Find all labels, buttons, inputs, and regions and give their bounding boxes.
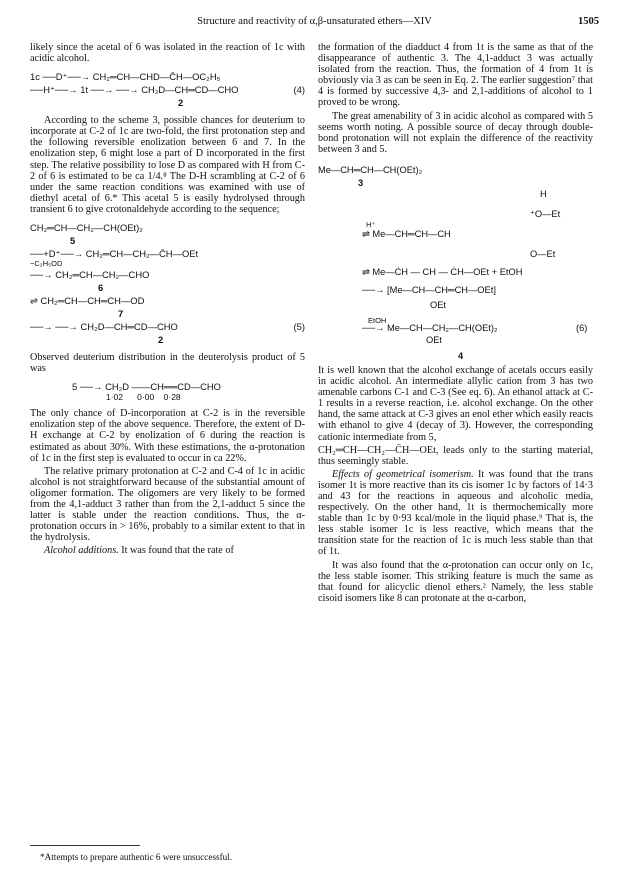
equation-line: ──+D⁺──→ CH₂═CH—CH₂—C̄H—OEt bbox=[30, 248, 199, 260]
compound-number: 2 bbox=[158, 334, 164, 346]
compound-number: 3 bbox=[358, 177, 364, 188]
equation-line: 1c ──D⁺──→ CH₂═CH—CHD—C̄H—OC₂H₅ bbox=[30, 71, 221, 83]
paragraph: The relative primary protonation at C-2 and C-4 of 1c in acidic alcohol is not straightforward because of the substantial amount of oligomer formation. The oligomers are very likely to be formed from the 4,1-adduct 3 rather than from the 2,1-adduct 5 since the latter is stable under the reaction conditions. Thus, the α-protonation occurs in > 16%, probably to a similar extent to that in the hydrolysis. bbox=[30, 465, 305, 544]
reagent-label: H⁺ bbox=[366, 219, 376, 229]
section-heading: Effects of geometrical isomerism. bbox=[332, 468, 474, 480]
structure-atom: OEt bbox=[430, 299, 447, 310]
equation-line: 5 ──→ CH₂D ——CH══CD—CHO bbox=[72, 381, 221, 393]
distribution bbox=[30, 380, 305, 402]
paragraph-text: It was found that the trans isomer 1t is more reactive than its cis isomer 1c by factors of 14·3 and 43 for the reactions in aqueous and alcoholic media, respectively. On the other hand, 1t is thermochemically more stable than 1c by 0·93 kcal/mole in the liquid phase.⁹ That is, the less stable isomer 1c is less reactive, which means that the transition state for the reaction of 1c is much less stable than that of 1t. bbox=[318, 468, 593, 558]
compound-number: 4 bbox=[458, 350, 464, 361]
compound-number: 5 bbox=[70, 235, 76, 247]
equation-line: CH₂═CH—CH₂—CH(OEt)₂ bbox=[30, 222, 143, 234]
right-column bbox=[318, 42, 593, 606]
footnote-divider bbox=[30, 845, 140, 846]
paragraph: the formation of the diadduct 4 from 1t is the same as that of the disappearance of authentic 3. The 4,1-adduct 3 was actually isolated from the reaction. Thus, the formation of 4 from 1t is obviously via 3 as can be seen in Eq. 2. The earlier suggestion⁷ that 4 is formed by successive 4,3- and 2,1-additions of alcohol to 1 proved to be wrong. bbox=[318, 42, 593, 109]
running-header bbox=[30, 16, 599, 32]
structure-atom: OEt bbox=[426, 334, 443, 345]
distribution-values: 1·02 0·00 0·28 bbox=[106, 392, 181, 403]
footnote: *Attempts to prepare authentic 6 were unsuccessful. bbox=[40, 852, 233, 862]
equation-line: ──H⁺──→ 1t ──→ ──→ CH₂D—CH═CD—CHO bbox=[30, 84, 239, 96]
equation-line: ⇌ CH₂═CH—CH═CH—OD bbox=[30, 295, 145, 307]
equation-line: ──→ [Me—CH—CH═CH—OEt] bbox=[362, 284, 496, 295]
equation-4 bbox=[30, 70, 305, 109]
paragraph bbox=[318, 469, 593, 558]
compound-number: 7 bbox=[118, 308, 124, 320]
left-column bbox=[30, 42, 305, 558]
equation-line: ──→ Me—CH—CH₂—CH(OEt)₂ bbox=[362, 322, 498, 333]
paragraph: likely since the acetal of 6 was isolated in the reaction of 1c with acidic alcohol. bbox=[30, 42, 305, 65]
paragraph: The only chance of D-incorporation at C-2 is in the reversible enolization step of the above sequence. Therefore, the extent of D-H exchange at C-2 by enolization of 6 during the reaction is estimated as about 30%. With these estimations, the α-protonation of 1c in the first step is evaluated to occur in ca 22%. bbox=[30, 408, 305, 464]
structure-atom: H bbox=[540, 188, 547, 199]
scheme-6 bbox=[318, 157, 593, 335]
equation-label: (4) bbox=[293, 84, 305, 96]
paragraph bbox=[30, 545, 305, 556]
compound-number: 6 bbox=[98, 282, 104, 294]
paragraph: According to the scheme 3, possible chances for deuterium to incorporate at C-2 of 1c are two-fold, the first protonation step and the following reversible enolization between 6 and 7. In the enolization step, 6 might lose a part of D incorporated in the first step. The relative possibility to lose D as compared with H from C-2 of 6 is estimated to be ca 1/4.⁸ The D-H scrambling at C-2 of 6 under the same reaction conditions was examined with use of diethyl acetal of 6.* This acetal 5 is easily hydrolysed through transient 6 to give crotonaldehyde according to the sequence; bbox=[30, 115, 305, 215]
equation-line: ⇌ Me—CH═CH—CH bbox=[362, 228, 451, 239]
paragraph: It was also found that the α-protonation can occur only on 1c, the less stable isomer. This striking feature is much the same as that found for alicyclic dienol ethers.² Namely, the less stable cisoid isomers like 8 can protonate at the α-carbon, bbox=[318, 559, 593, 604]
section-heading: Alcohol additions. bbox=[44, 545, 119, 557]
structure-atom: O—Et bbox=[530, 248, 556, 259]
equation-line: −C₂H₅OD bbox=[30, 259, 63, 269]
equation-label: (6) bbox=[576, 322, 588, 333]
equation-line: ──→ ──→ CH₂D—CH═CD—CHO bbox=[30, 321, 178, 333]
paragraph: It is well known that the alcohol exchange of acetals occurs easily in acidic alcohol. An intermediate allylic cation from 3 has two amenable carbons C-1 and C-3 (See eq. 6). An ethanol attack at C-1 results in a reverse reaction, i.e. alcohol exchange. On the other hand, the same attack at C-3 gives an enol ether which easily reacts with ethanol to give 4 (decay of 3). However, the corresponding cationic intermediate from 5, bbox=[318, 364, 593, 443]
paragraph: The great amenability of 3 in acidic alcohol as compared with 5 seems worth noting. A possible source of decay through double-bond protonation will not explain the difference of the reactivity between 3 and 5. bbox=[318, 110, 593, 155]
paragraph: CH₂═CH—CH₂—C̄H—OEt, leads only to the starting material, thus seemingly stable. bbox=[318, 444, 593, 467]
equation-line: ──→ CH₂═CH—CH₂—CHO bbox=[30, 269, 150, 281]
paragraph-text: It was found that the rate of bbox=[118, 545, 234, 557]
equation-line: Me—CH═CH—CH(OEt)₂ bbox=[318, 164, 423, 175]
compound-number: 2 bbox=[178, 97, 184, 109]
page-number: 1505 bbox=[578, 16, 599, 27]
equation-line: ⇌ Me—ĊH — CH — ĊH—OEt + EtOH bbox=[362, 266, 523, 277]
paragraph: Observed deuterium distribution in the deuterolysis product of 5 was bbox=[30, 352, 305, 375]
equation-5 bbox=[30, 221, 305, 346]
reagent-label: EtOH bbox=[368, 315, 387, 325]
equation-label: (5) bbox=[293, 321, 305, 333]
structure-atom: ⁺O—Et bbox=[530, 208, 561, 219]
running-title: Structure and reactivity of α,β-unsaturated ethers—XIV bbox=[197, 16, 432, 27]
